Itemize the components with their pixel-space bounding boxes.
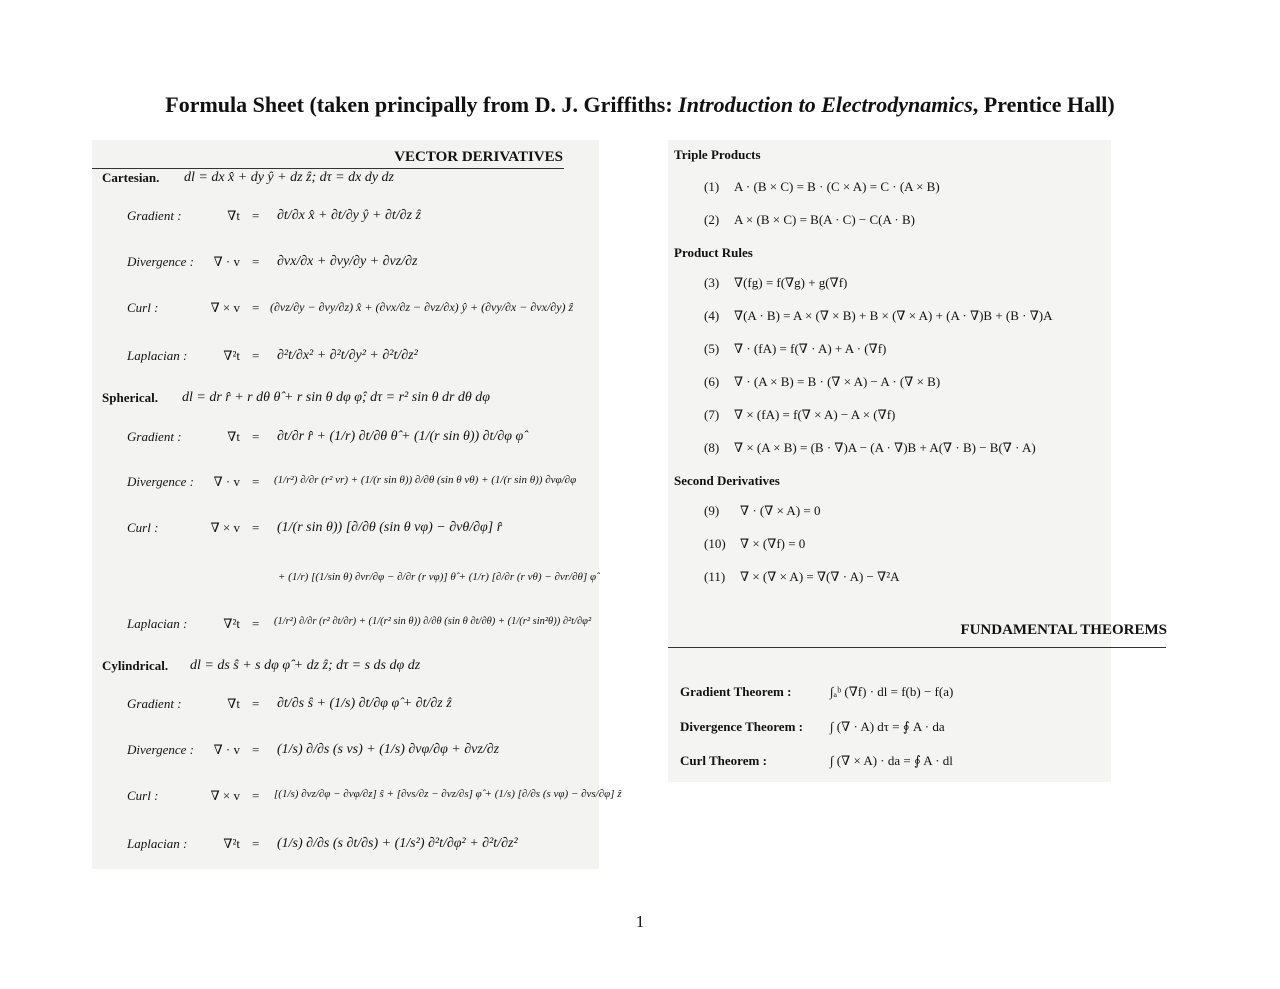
row-rhs: ∂t/∂r r̂ + (1/r) ∂t/∂θ θ̂ + (1/(r sin θ)) ∂t/∂φ φ̂ bbox=[277, 429, 524, 444]
formula-number: (1) bbox=[704, 179, 720, 194]
equals: = bbox=[252, 208, 260, 223]
row-rhs: ∂t/∂x x̂ + ∂t/∂y ŷ + ∂t/∂z ẑ bbox=[277, 208, 421, 223]
theorem-name: Divergence Theorem : bbox=[680, 719, 803, 734]
page-number: 1 bbox=[635, 912, 645, 931]
theorem-name: Curl Theorem : bbox=[680, 753, 767, 768]
row-label: Divergence : bbox=[127, 254, 195, 269]
title-book: Introduction to Electrodynamics bbox=[678, 92, 973, 117]
row-label: Curl : bbox=[127, 520, 159, 535]
title-suffix: , Prentice Hall) bbox=[972, 92, 1115, 117]
row-label: Curl : bbox=[127, 788, 159, 803]
equals: = bbox=[252, 429, 260, 444]
divider bbox=[668, 647, 1166, 648]
cylindrical-label: Cylindrical. bbox=[102, 658, 169, 673]
formula-number: (5) bbox=[704, 341, 720, 356]
formula: ∇(fg) = f(∇g) + g(∇f) bbox=[734, 275, 848, 290]
formula-number: (9) bbox=[704, 503, 720, 518]
equals: = bbox=[252, 474, 260, 489]
vector-derivatives-panel bbox=[92, 140, 622, 869]
cylindrical-elements: dl = ds ŝ + s dφ φ̂ + dz ẑ; dτ = s ds dφ dz bbox=[190, 658, 421, 673]
row-lhs: ∇ × v bbox=[210, 788, 240, 803]
divider bbox=[92, 168, 564, 169]
row-rhs: ∂vx/∂x + ∂vy/∂y + ∂vz/∂z bbox=[277, 254, 418, 269]
row-rhs: ∂²t/∂x² + ∂²t/∂y² + ∂²t/∂z² bbox=[277, 348, 418, 363]
row-label: Gradient : bbox=[127, 429, 182, 444]
row-lhs: ∇t bbox=[227, 208, 240, 223]
row-rhs: (∂vz/∂y − ∂vy/∂z) x̂ + (∂vx/∂z − ∂vz/∂x) ŷ + (∂vy/∂x − ∂vx/∂y) ẑ bbox=[270, 300, 574, 314]
row-rhs: (1/r²) ∂/∂r (r² vr) + (1/(r sin θ)) ∂/∂θ (sin θ vθ) + (1/(r sin θ)) ∂vφ/∂φ bbox=[274, 474, 577, 486]
formula-number: (2) bbox=[704, 212, 720, 227]
theorem-formula: ∫ (∇ × A) · da = ∮ A · dl bbox=[830, 753, 953, 768]
spherical-label: Spherical. bbox=[102, 390, 158, 405]
formula: ∇ × (∇f) = 0 bbox=[740, 536, 806, 551]
row-lhs: ∇²t bbox=[223, 616, 240, 631]
formula-number: (7) bbox=[704, 407, 720, 422]
equals: = bbox=[252, 300, 260, 315]
formula-number: (11) bbox=[704, 569, 726, 584]
formula: ∇ × (A × B) = (B · ∇)A − (A · ∇)B + A(∇ · B) − B(∇ · A) bbox=[734, 440, 1036, 455]
row-rhs: ∂t/∂s ŝ + (1/s) ∂t/∂φ φ̂ + ∂t/∂z ẑ bbox=[277, 696, 452, 711]
row-label: Divergence : bbox=[127, 742, 195, 757]
equals: = bbox=[252, 788, 260, 803]
spherical-elements: dl = dr r̂ + r dθ θ̂ + r sin θ dφ φ̂; dτ = r² sin θ dr dθ dφ bbox=[182, 390, 491, 405]
row-label: Gradient : bbox=[127, 696, 182, 711]
formula: ∇(A · B) = A × (∇ × B) + B × (∇ × A) + (A · ∇)B + (B · ∇)A bbox=[734, 308, 1053, 323]
row-label: Laplacian : bbox=[127, 836, 188, 851]
row-lhs: ∇²t bbox=[223, 348, 240, 363]
row-rhs: (1/s) ∂/∂s (s ∂t/∂s) + (1/s²) ∂²t/∂φ² + ∂²t/∂z² bbox=[277, 836, 518, 851]
fundamental-theorems-heading: FUNDAMENTAL THEOREMS bbox=[960, 622, 1167, 638]
row-lhs: ∇ × v bbox=[210, 300, 240, 315]
equals: = bbox=[252, 696, 260, 711]
formula-number: (3) bbox=[704, 275, 720, 290]
row-lhs: ∇t bbox=[227, 429, 240, 444]
row-lhs: ∇t bbox=[227, 696, 240, 711]
row-label: Laplacian : bbox=[127, 348, 188, 363]
cartesian-elements: dl = dx x̂ + dy ŷ + dz ẑ; dτ = dx dy dz bbox=[184, 170, 394, 185]
equals: = bbox=[252, 616, 260, 631]
formula: ∇ × (fA) = f(∇ × A) − A × (∇f) bbox=[734, 407, 896, 422]
formula: A × (B × C) = B(A · C) − C(A · B) bbox=[734, 212, 915, 227]
theorem-name: Gradient Theorem : bbox=[680, 684, 792, 699]
product-rules-heading: Product Rules bbox=[674, 245, 753, 260]
page-title bbox=[0, 92, 1280, 118]
equals: = bbox=[252, 254, 260, 269]
title-prefix: Formula Sheet (taken principally from D. J. Griffiths: bbox=[165, 92, 679, 117]
row-rhs-continued: + (1/r) [(1/sin θ) ∂vr/∂φ − ∂/∂r (r vφ)] θ̂ + (1/r) [∂/∂r (r vθ) − ∂vr/∂θ] φ̂ bbox=[278, 571, 597, 583]
row-lhs: ∇ × v bbox=[210, 520, 240, 535]
row-rhs: [(1/s) ∂vz/∂φ − ∂vφ/∂z] ŝ + [∂vs/∂z − ∂vz/∂s] φ̂ + (1/s) [∂/∂s (s vφ) − ∂vs/∂φ] ẑ bbox=[274, 788, 622, 800]
identities-panel bbox=[668, 140, 1167, 782]
second-derivatives-heading: Second Derivatives bbox=[674, 473, 780, 488]
formula: ∇ · (∇ × A) = 0 bbox=[740, 503, 821, 518]
equals: = bbox=[252, 742, 260, 757]
formula-number: (6) bbox=[704, 374, 720, 389]
row-rhs: (1/s) ∂/∂s (s vs) + (1/s) ∂vφ/∂φ + ∂vz/∂z bbox=[277, 742, 500, 757]
cartesian-label: Cartesian. bbox=[102, 170, 160, 185]
formula-number: (8) bbox=[704, 440, 720, 455]
formula: ∇ · (fA) = f(∇ · A) + A · (∇f) bbox=[734, 341, 887, 356]
row-lhs: ∇ · v bbox=[213, 474, 240, 489]
row-lhs: ∇²t bbox=[223, 836, 240, 851]
triple-products-heading: Triple Products bbox=[674, 147, 761, 162]
row-rhs: (1/(r sin θ)) [∂/∂θ (sin θ vφ) − ∂vθ/∂φ] r̂ bbox=[277, 520, 503, 535]
equals: = bbox=[252, 836, 260, 851]
row-lhs: ∇ · v bbox=[213, 254, 240, 269]
formula-number: (10) bbox=[704, 536, 726, 551]
row-lhs: ∇ · v bbox=[213, 742, 240, 757]
equals: = bbox=[252, 520, 260, 535]
row-label: Gradient : bbox=[127, 208, 182, 223]
formula-number: (4) bbox=[704, 308, 720, 323]
formula: ∇ × (∇ × A) = ∇(∇ · A) − ∇²A bbox=[740, 569, 900, 584]
row-label: Curl : bbox=[127, 300, 159, 315]
theorem-formula: ∫ₐᵇ (∇f) · dl = f(b) − f(a) bbox=[830, 684, 954, 699]
theorem-formula: ∫ (∇ · A) dτ = ∮ A · da bbox=[830, 719, 945, 734]
section-heading: VECTOR DERIVATIVES bbox=[394, 149, 563, 165]
formula: A · (B × C) = B · (C × A) = C · (A × B) bbox=[734, 179, 940, 194]
equals: = bbox=[252, 348, 260, 363]
row-label: Laplacian : bbox=[127, 616, 188, 631]
row-label: Divergence : bbox=[127, 474, 195, 489]
formula: ∇ · (A × B) = B · (∇ × A) − A · (∇ × B) bbox=[734, 374, 941, 389]
row-rhs: (1/r²) ∂/∂r (r² ∂t/∂r) + (1/(r² sin θ)) ∂/∂θ (sin θ ∂t/∂θ) + (1/(r² sin²θ)) ∂²t/∂φ² bbox=[274, 616, 592, 627]
